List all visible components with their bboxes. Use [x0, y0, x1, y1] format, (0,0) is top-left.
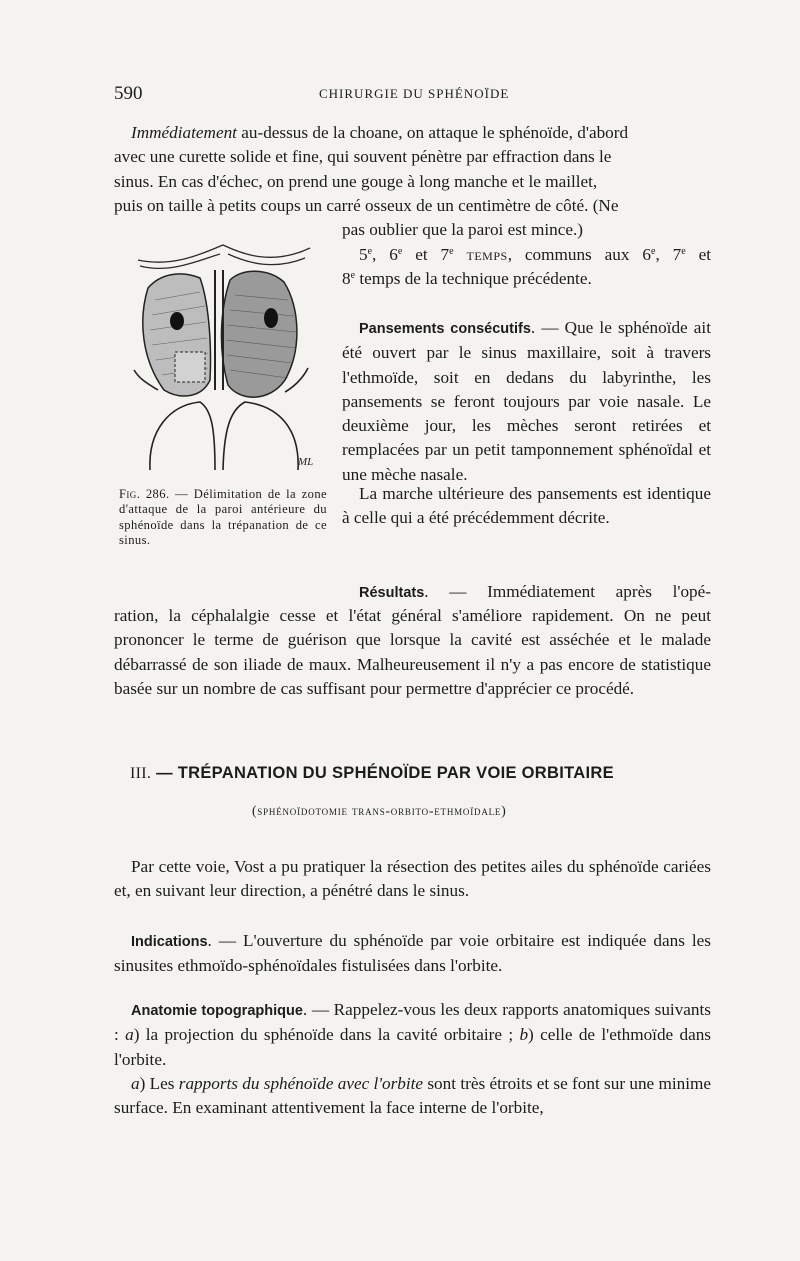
- intro-line: [114, 121, 711, 145]
- temps-paragraph: [342, 243, 711, 292]
- intro-line-4: puis on taille à petits coups un carré osseux de un centimètre de côté. (Ne: [114, 195, 619, 215]
- page-number: 590: [114, 83, 143, 104]
- attack-zone: [175, 352, 205, 382]
- section-title: TRÉPANATION DU SPHÉNOÏDE PAR VOIE ORBITAIRE: [177, 764, 614, 782]
- sphenoid-illustration: [120, 240, 330, 480]
- rapports-paragraph: a) Les rapports du sphénoïde avec l'orbite sont très étroits et se font sur une minime surface. En examinant attentivement la face interne de l'orbite,: [114, 1074, 711, 1118]
- section-number: III.: [130, 765, 152, 782]
- intro-line-1-rest: au-dessus de la choane, on attaque le sphénoïde, d'abord: [236, 123, 629, 142]
- indications-text: L'ouverture du sphénoïde par voie orbitaire est indiquée dans les sinusites ethmoïdo-sphénoïdales fistulisées dans l'orbite.: [114, 931, 711, 976]
- intro-italic: Immédiatement: [131, 123, 237, 142]
- running-head: CHIRURGIE DU SPHÉNOÏDE: [319, 86, 510, 101]
- indications-paragraph: Indications. — L'ouverture du sphénoïde par voie orbitaire est indiquée dans les sinusites ethmoïdo-sphénoïdales fistulisées dans l'orbite.: [114, 931, 711, 976]
- rapports-italic: rapports du sphénoïde avec l'orbite: [178, 1074, 424, 1093]
- anatomie-title: Anatomie topographique: [131, 1003, 303, 1019]
- section-subtitle: (sphénoïdotomie trans-orbito-ethmoïdale): [252, 803, 507, 818]
- pansements-paragraph-2: La marche ultérieure des pansements est identique à celle qui a été précédemment décrite.: [342, 484, 711, 528]
- pansements-text: Que le sphénoïde ait été ouvert par le sinus maxillaire, soit à travers l'ethmoïde, soit en dedans du labyrinthe, les pansements se feront toujours par voie nasale. Le deuxième jour, les mèches seront retirées et remplacées par un petit tamponnement sphénoïdal et une mèche nasale.: [342, 318, 711, 484]
- pansements-paragraph: Pansements consécutifs. — Que le sphénoïde ait été ouvert par le sinus maxillaire, soit à travers l'ethmoïde, soit en dedans du labyrinthe, les pansements se feront toujours par voie nasale. Le deuxième jour, les mèches seront retirées et remplacées par un petit tamponnement sphénoïdal et une mèche nasale.: [342, 318, 711, 484]
- figure-286: [120, 240, 330, 480]
- intro-paragraph: [114, 121, 711, 218]
- temps-line-2: 8e temps de la technique précédente.: [342, 269, 592, 289]
- resultats-title: Résultats: [359, 585, 425, 601]
- resultats-text: ration, la céphalalgie cesse et l'état général s'améliore rapidement. On ne peut prononcer le terme de guérison que lorsque la cavité est asséchée et le malade débarrassé de son iliade de maux. Malheureusement il n'y a pas encore de statistique basée sur un nombre de cas suffisant pour permettre d'apprécier ce procédé.: [114, 606, 711, 698]
- temps-line-1: 5e, 6e et 7e temps, communs aux 6e, 7e et: [359, 245, 712, 264]
- intro-line-3: sinus. En cas d'échec, on prend une gouge à long manche et le maillet,: [114, 171, 598, 191]
- page-header: [114, 83, 714, 109]
- temps-word: temps: [466, 245, 508, 264]
- figure-caption-text: Délimitation de la zone d'attaque de la paroi antérieure du sphénoïde dans la trépanation de ce sinus.: [119, 487, 328, 548]
- section-heading: III. — TRÉPANATION DU SPHÉNOÏDE PAR VOIE ORBITAIRE: [130, 764, 614, 782]
- figure-label: Fig. 286.: [119, 487, 170, 501]
- resultats-first-line: Résultats. — Immédiatement après l'opé-: [359, 582, 711, 601]
- figure-caption: Fig. 286. — Délimitation de la zone d'attaque de la paroi antérieure du sphénoïde dans la trépanation de ce sinus.: [119, 487, 328, 548]
- vost-paragraph: Par cette voie, Vost a pu pratiquer la résection des petites ailes du sphénoïde cariées et, en suivant leur direction, a pénétré dans le sinus.: [114, 857, 711, 901]
- intro-line-5: pas oublier que la paroi est mince.): [342, 220, 584, 239]
- indications-title: Indications: [131, 934, 208, 950]
- anatomie-paragraph: Anatomie topographique. — Rappelez-vous les deux rapports anatomiques suivants : a) la projection du sphénoïde dans la cavité orbitaire ; b) celle de l'ethmoïde dans l'orbite.: [114, 1000, 711, 1069]
- illustrator-signature: ML: [298, 456, 314, 468]
- pansements-title: Pansements consécutifs: [359, 321, 531, 337]
- intro-line-2: avec une curette solide et fine, qui souvent pénètre par effraction dans le: [114, 147, 612, 167]
